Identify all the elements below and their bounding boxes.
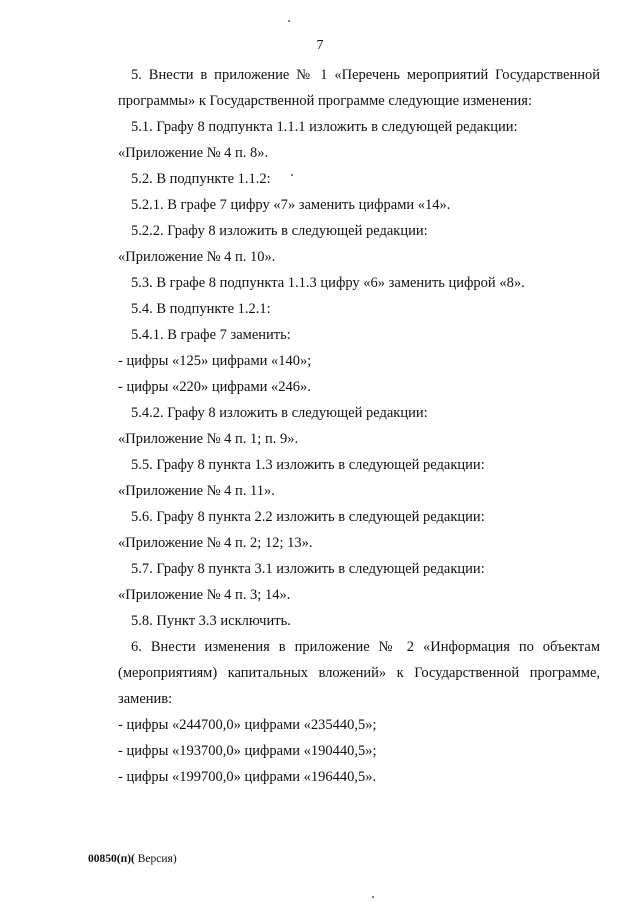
document-paragraph: 5.2.1. В графе 7 цифру «7» заменить цифрами «14». bbox=[131, 197, 451, 213]
document-paragraph: 6. Внести изменения в приложение № 2 «Информация по объектам (мероприятиям) капитальных вложений» к Государственной программе, заменив: bbox=[118, 639, 600, 707]
scan-speck bbox=[372, 896, 374, 898]
document-paragraph: 5.1. Графу 8 подпункта 1.1.1 изложить в следующей редакции: bbox=[131, 119, 518, 135]
document-paragraph: «Приложение № 4 п. 2; 12; 13». bbox=[118, 535, 313, 551]
document-paragraph: - цифры «125» цифрами «140»; bbox=[118, 353, 312, 369]
document-paragraph: - цифры «193700,0» цифрами «190440,5»; bbox=[118, 743, 377, 759]
document-paragraph: 5.8. Пункт 3.3 исключить. bbox=[131, 613, 291, 629]
document-paragraph: 5. Внести в приложение № 1 «Перечень мероприятий Государственной программы» к Государственной программе следующие изменения: bbox=[118, 67, 600, 109]
page-number: 7 bbox=[316, 38, 324, 53]
document-paragraph: 5.3. В графе 8 подпункта 1.1.3 цифру «6» заменить цифрой «8». bbox=[131, 275, 525, 291]
document-paragraph: «Приложение № 4 п. 10». bbox=[118, 249, 276, 265]
document-footer bbox=[88, 853, 177, 865]
document-paragraph: «Приложение № 4 п. 1; п. 9». bbox=[118, 431, 299, 447]
document-body bbox=[118, 62, 600, 790]
document-paragraph: - цифры «244700,0» цифрами «235440,5»; bbox=[118, 717, 377, 733]
document-paragraph: «Приложение № 4 п. 11». bbox=[118, 483, 275, 499]
footer-code: 00850(п)( bbox=[88, 853, 135, 865]
document-paragraph: 5.7. Графу 8 пункта 3.1 изложить в следующей редакции: bbox=[131, 561, 485, 577]
document-paragraph: 5.4. В подпункте 1.2.1: bbox=[131, 301, 271, 317]
document-paragraph: - цифры «199700,0» цифрами «196440,5». bbox=[118, 769, 377, 785]
scan-speck bbox=[288, 20, 290, 22]
document-paragraph: 5.6. Графу 8 пункта 2.2 изложить в следующей редакции: bbox=[131, 509, 485, 525]
footer-version: Версия) bbox=[134, 853, 177, 865]
document-paragraph: 5.2.2. Графу 8 изложить в следующей редакции: bbox=[131, 223, 428, 239]
scan-speck bbox=[291, 174, 293, 176]
document-paragraph: «Приложение № 4 п. 3; 14». bbox=[118, 587, 291, 603]
document-paragraph: - цифры «220» цифрами «246». bbox=[118, 379, 311, 395]
document-paragraph: 5.4.1. В графе 7 заменить: bbox=[131, 327, 291, 343]
document-paragraph: 5.5. Графу 8 пункта 1.3 изложить в следующей редакции: bbox=[131, 457, 485, 473]
document-paragraph: 5.2. В подпункте 1.1.2: bbox=[131, 171, 271, 187]
document-paragraph: 5.4.2. Графу 8 изложить в следующей редакции: bbox=[131, 405, 428, 421]
document-paragraph: «Приложение № 4 п. 8». bbox=[118, 145, 269, 161]
